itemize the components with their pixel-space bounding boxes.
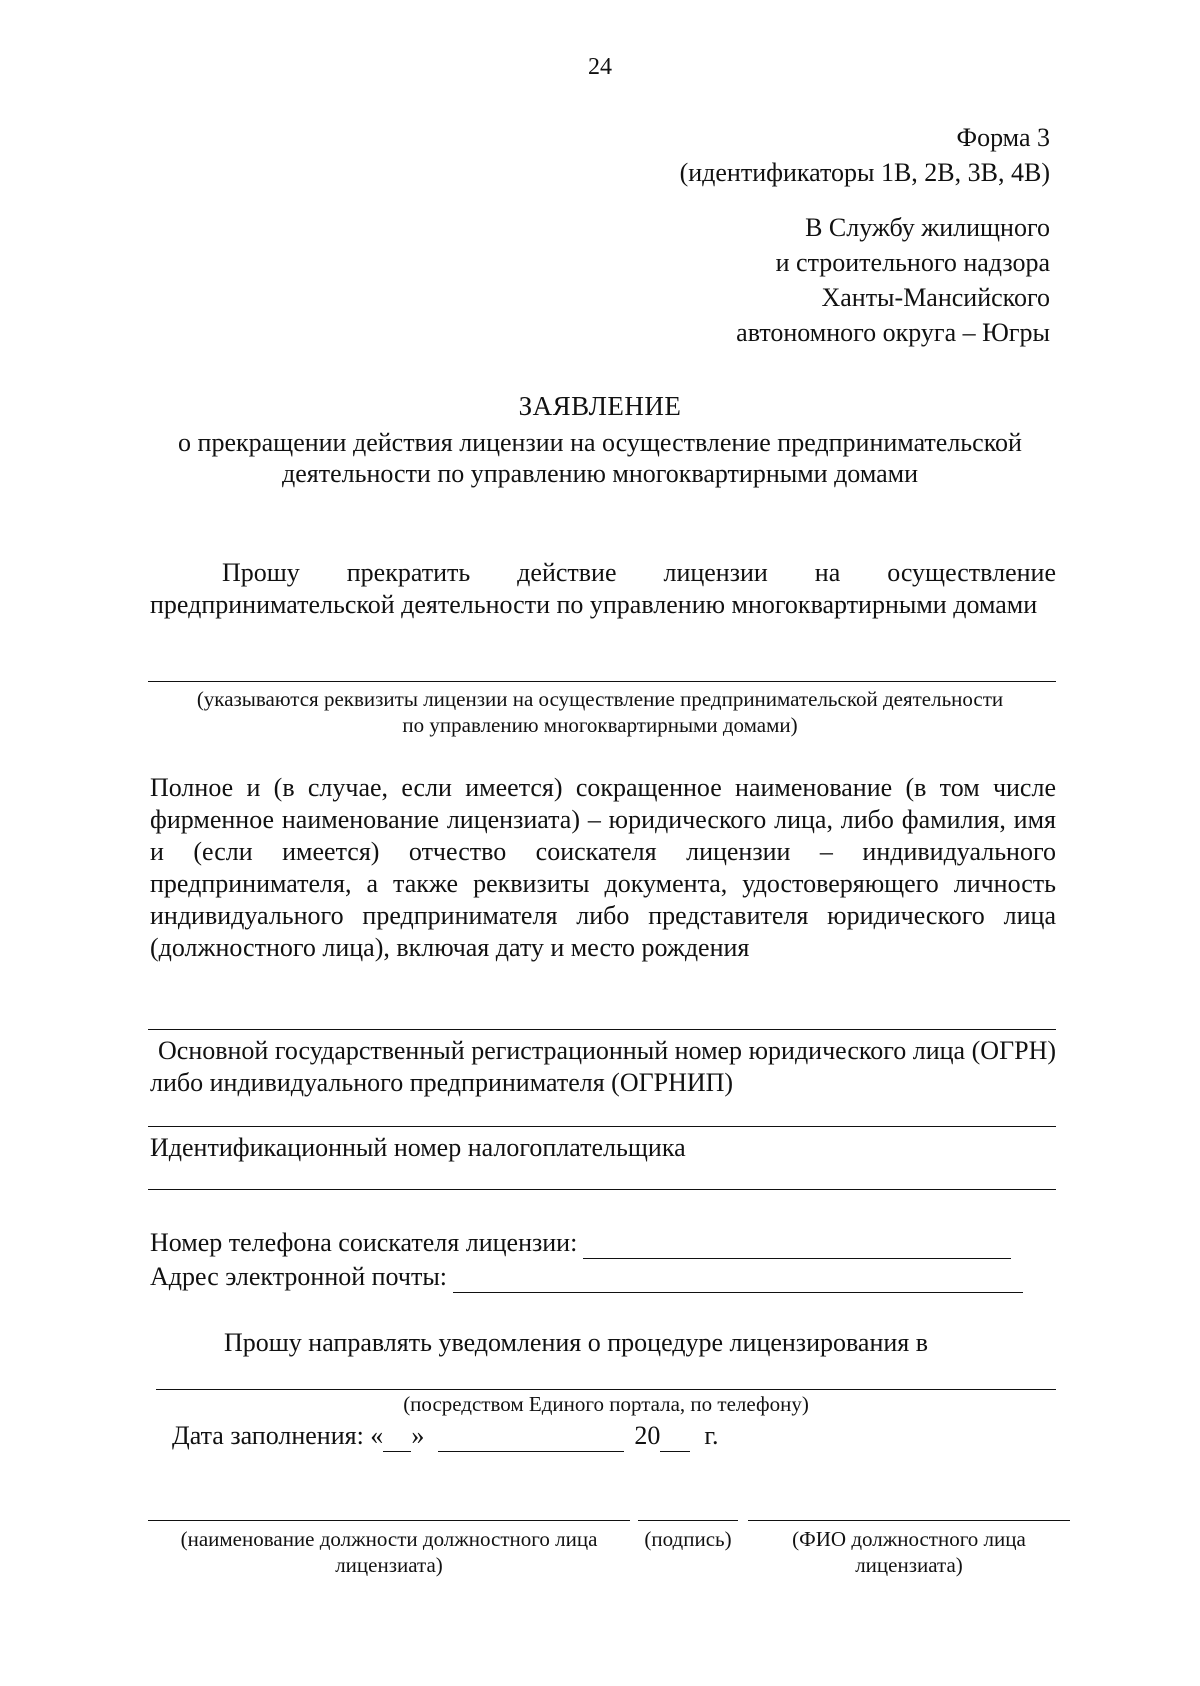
notify-line[interactable] <box>156 1389 1056 1390</box>
fio-caption: (ФИО должностного лица лицензиата) <box>792 1527 1026 1577</box>
date-close-quote: » <box>411 1421 425 1450</box>
license-details-line[interactable] <box>148 681 1056 682</box>
date-year-suffix: г. <box>704 1421 719 1450</box>
fullname-paragraph: Полное и (в случае, если имеется) сокращенное наименование (в том числе фирменное наименование лицензиата) – юридического лица, либо фамилия, имя и (если имеется) отчество соискателя лицензии – индивидуального предпринимателя, а также реквизиты документа, удостоверяющего личность индивидуального предпринимателя либо представителя юридического лица (должностного лица), включая дату и место рождения <box>150 773 1056 962</box>
position-line[interactable] <box>148 1520 630 1521</box>
ogrn-paragraph: Основной государственный регистрационный номер юридического лица (ОГРН) либо индивидуального предпринимателя (ОГРНИП) <box>150 1036 1056 1097</box>
inn-line[interactable] <box>148 1189 1056 1190</box>
position-caption: (наименование должности должностного лица лицензиата) <box>180 1527 598 1577</box>
ogrn-line[interactable] <box>148 1126 1056 1127</box>
addressee-line-2: и строительного надзора <box>775 248 1050 277</box>
date-year-prefix: 20 <box>634 1421 661 1450</box>
form-name: Форма 3 <box>956 123 1050 152</box>
addressee-line-3: Ханты-Мансийского <box>821 283 1050 312</box>
addressee <box>736 210 1050 350</box>
fio-line[interactable] <box>748 1520 1070 1521</box>
email-row <box>150 1261 1023 1293</box>
signature-line[interactable] <box>638 1520 738 1521</box>
email-label: Адрес электронной почты: <box>150 1262 448 1291</box>
date-label: Дата заполнения: « <box>172 1421 384 1450</box>
date-day-field[interactable] <box>383 1427 411 1452</box>
date-year-field[interactable] <box>660 1427 690 1452</box>
addressee-line-1: В Службу жилищного <box>805 213 1050 242</box>
inn-label: Идентификационный номер налогоплательщика <box>150 1133 686 1162</box>
addressee-line-4: автономного округа – Югры <box>736 318 1050 347</box>
email-field[interactable] <box>453 1268 1023 1293</box>
phone-label: Номер телефона соискателя лицензии: <box>150 1228 578 1257</box>
document-subtitle: о прекращении действия лицензии на осуществление предпринимательской деятельности по управлению многоквартирными домами <box>178 428 1022 488</box>
phone-row <box>150 1227 1011 1259</box>
notify-caption: (посредством Единого портала, по телефону) <box>403 1392 809 1416</box>
page-number: 24 <box>588 54 612 80</box>
signature-caption: (подпись) <box>644 1527 732 1551</box>
date-row <box>172 1420 719 1452</box>
license-caption: (указываются реквизиты лицензии на осуществление предпринимательской деятельности по управлению многоквартирными домами) <box>196 687 1004 737</box>
fullname-line[interactable] <box>148 1029 1056 1030</box>
phone-field[interactable] <box>583 1234 1011 1259</box>
date-month-field[interactable] <box>438 1427 624 1452</box>
form-header <box>680 120 1050 190</box>
notify-text: Прошу направлять уведомления о процедуре лицензирования в <box>224 1328 929 1357</box>
request-paragraph: Прошу прекратить действие лицензии на осуществление предпринимательской деятельности по управлению многоквартирными домами <box>150 558 1056 619</box>
form-identifiers: (идентификаторы 1В, 2В, 3В, 4В) <box>679 158 1050 187</box>
document-title: ЗАЯВЛЕНИЕ <box>518 391 682 421</box>
